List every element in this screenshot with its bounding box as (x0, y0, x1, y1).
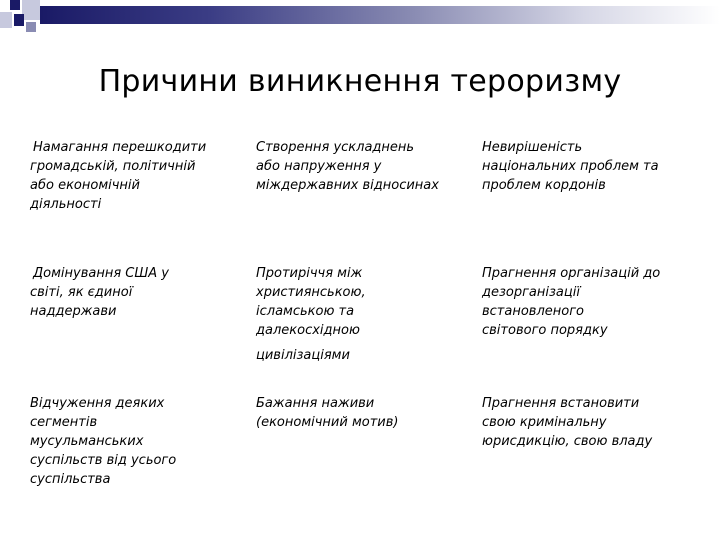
cause-line: Протиріччя між (256, 266, 363, 281)
cause-line: встановленого (482, 304, 585, 319)
cause-line: (економічний мотив) (256, 415, 399, 430)
header-gradient-bar (40, 6, 720, 24)
cause-cell (256, 264, 476, 365)
cause-line: юрисдикцію, свою владу (482, 434, 653, 449)
cause-cell (482, 264, 702, 340)
cause-cell (482, 138, 702, 195)
slide-title: Причини виникнення тероризму (98, 64, 622, 99)
cause-line: діяльності (30, 197, 102, 212)
cause-line: Невирішеність (482, 140, 583, 155)
cause-line: ісламською та (256, 304, 355, 319)
cause-line: Прагнення встановити (482, 396, 640, 411)
cause-cell (30, 138, 250, 214)
cause-line: міждержавних відносинах (256, 178, 439, 193)
decor-square (0, 12, 12, 28)
cause-line: наддержави (30, 304, 117, 319)
decor-square (22, 0, 40, 20)
cause-line: Домінування США у (33, 266, 169, 281)
cause-line: суспільства (30, 472, 111, 487)
cause-line: світі, як єдиної (30, 285, 133, 300)
cause-cell (256, 138, 476, 195)
cause-line: мусульманських (30, 434, 144, 449)
cause-cell (256, 394, 476, 432)
cause-line: цивілізаціями (256, 348, 350, 363)
cause-cell (30, 264, 250, 321)
cause-line: Намагання перешкодити (33, 140, 207, 155)
cause-line: дезорганізації (482, 285, 580, 300)
decor-square (26, 22, 36, 32)
decor-square (10, 0, 20, 10)
cause-line: Створення ускладнень (256, 140, 415, 155)
cause-line: національних проблем та (482, 159, 659, 174)
cause-line: Прагнення організацій до (482, 266, 661, 281)
cause-line: Бажання наживи (256, 396, 375, 411)
cause-line: або економічній (30, 178, 140, 193)
cause-line: або напруження у (256, 159, 382, 174)
cause-cell (482, 394, 702, 451)
cause-cell (30, 394, 250, 489)
cause-line: християнською, (256, 285, 366, 300)
cause-line: Відчуження деяких (30, 396, 165, 411)
decor-square (14, 14, 24, 26)
cause-line: проблем кордонів (482, 178, 606, 193)
cause-line: суспільств від усього (30, 453, 177, 468)
cause-line: громадській, політичній (30, 159, 196, 174)
cause-line: світового порядку (482, 323, 608, 338)
cause-line: сегментів (30, 415, 98, 430)
cause-line: свою кримінальну (482, 415, 607, 430)
cause-line: далекосхідною (256, 323, 360, 338)
